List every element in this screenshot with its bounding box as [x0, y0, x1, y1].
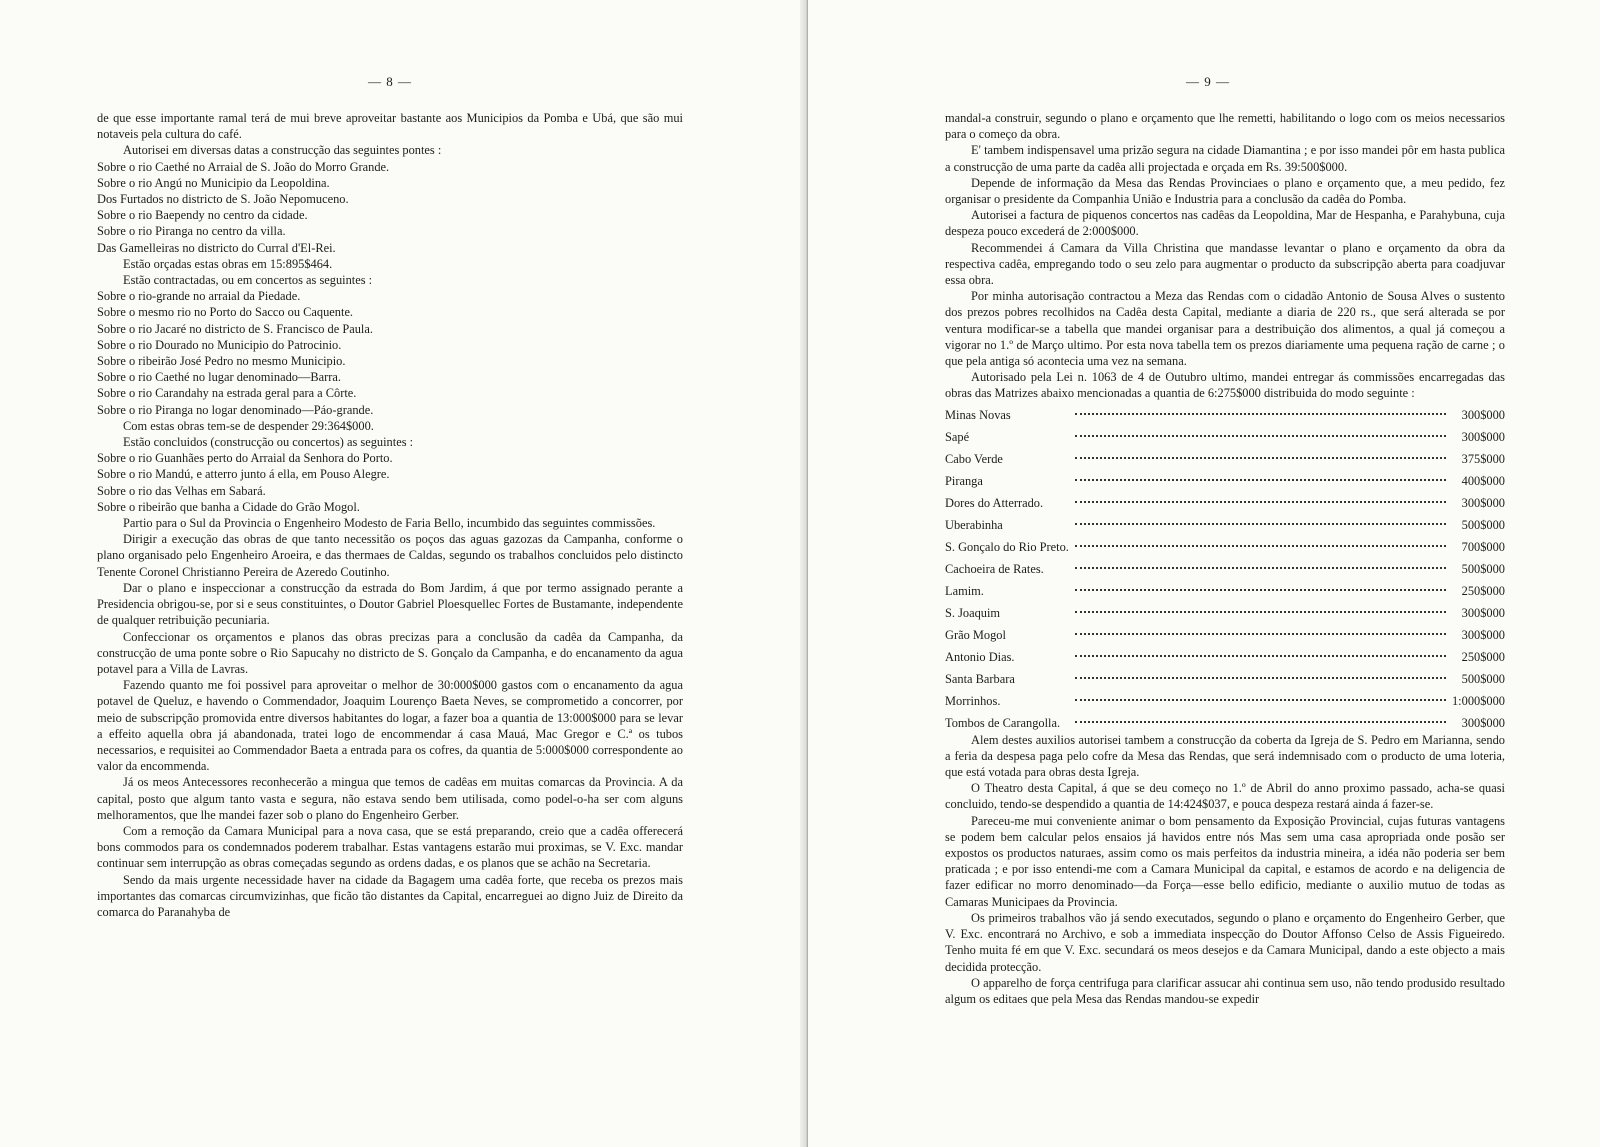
subsidy-parish: Piranga — [945, 474, 983, 489]
paragraph: Sobre o rio das Velhas em Sabará. — [97, 483, 266, 498]
subsidy-amount: 700$000 — [1461, 540, 1505, 555]
subsidy-parish: Tombos de Carangolla. — [945, 716, 1061, 731]
subsidy-amount: 250$000 — [1461, 650, 1505, 665]
paragraph: Sobre o rio Caethé no lugar denominado—Barra. — [97, 370, 341, 385]
subsidy-amount: 400$000 — [1461, 474, 1505, 489]
paragraph: Estão concluidos (construcção ou concertos) as seguintes : — [123, 435, 414, 450]
right-top-paragraphs — [945, 110, 1505, 402]
subsidy-amount: 500$000 — [1461, 518, 1505, 533]
subsidy-row — [945, 710, 1505, 732]
subsidy-amount: 250$000 — [1461, 584, 1505, 599]
subsidy-amount: 300$000 — [1461, 628, 1505, 643]
paragraph: Autorisado pela Lei n. 1063 de 4 de Outubro ultimo, mandei entregar ás commissões encarregadas das obras das Matrizes abaixo mencionadas a quantia de 6:275$000 distribuida do modo seguinte : — [945, 370, 1505, 401]
subsidy-amount: 500$000 — [1461, 562, 1505, 577]
paragraph: Com estas obras tem-se de despender 29:364$000. — [123, 418, 374, 433]
right-bottom-paragraphs — [945, 732, 1505, 1007]
subsidy-parish: Morrinhos. — [945, 694, 1001, 709]
paragraph: Pareceu-me mui conveniente animar o bom pensamento da Exposição Provincial, cujas futuras vantagens se podem bem calcular pelos ensaios já havidos entre nós Mas sem uma casa apropriada onde posão ser expostos os productos naturaes, assim como os mais perfeitos da industria mineira, a idéa não poderia ser bem praticada ; e por isso entendi-me com a Camara Municipal da capital, e estamos de acordo e na deligencia de fazer edificar no morro denominado—da Força—esse bello edificio, mediante o auxilio mutuo de todas as Camaras Municipaes da Provincia. — [945, 813, 1505, 909]
subsidy-parish: S. Joaquim — [945, 606, 1001, 621]
paragraph: O apparelho de força centrifuga para clarificar assucar ahi continua sem uso, não tendo produsido resultado algum os editaes que pela Mesa das Rendas mandou-se expedir — [945, 975, 1505, 1006]
paragraph: Recommendei á Camara da Villa Christina que mandasse levantar o plano e orçamento da obra da respectiva cadêa, empregando todo o seu zelo para augmentar o producto da subscripção aberta para coadjuvar essa obra. — [945, 240, 1505, 288]
paragraph: Dar o plano e inspeccionar a construcção da estrada do Bom Jardim, á que por termo assignado perante a Presidencia obrigou-se, por si e seus constituintes, o Doutor Gabriel Ploesquellec Fortes de Bustamante, independente de qualquer retribuição pecuniaria. — [97, 580, 683, 628]
paragraph: Confeccionar os orçamentos e planos das obras precizas para a conclusão da cadêa da Campanha, da construcção de uma ponte sobre o Rio Sapucahy no districto de S. Gonçalo da Campanha, e do encanamento da agua potavel para a Villa de Lavras. — [97, 629, 683, 676]
paragraph: Sobre o mesmo rio no Porto do Sacco ou Caquente. — [97, 305, 354, 320]
subsidy-parish: Cachoeira de Rates. — [945, 562, 1044, 577]
subsidy-amount: 375$000 — [1461, 452, 1505, 467]
paragraph: Depende de informação da Mesa das Rendas Provinciaes o plano e orçamento que, a meu pedido, fez organisar o presidente da Companhia União e Industria para a conclusão da cadêa do Pomba. — [945, 175, 1505, 207]
paragraph: de que esse importante ramal terá de mui breve aproveitar bastante aos Municipios da Pomba e Ubá, que são mui notaveis pela cultura do café. — [97, 111, 683, 142]
subsidy-parish: Dores do Atterrado. — [945, 496, 1044, 511]
subsidy-parish: Minas Novas — [945, 408, 1011, 423]
paragraph: Os primeiros trabalhos vão já sendo executados, segundo o plano e orçamento do Engenheiro Gerber, que V. Exc. encontrará no Archivo, e sob a immediata inspecção do Doutor Affonso Celso de Assis Figueiredo. Tenho muita fé em que V. Exc. secundará os meos desejos e da Camara Municipal, dando a este objecto a mais decidida protecção. — [945, 910, 1505, 974]
paragraph: Autorisei em diversas datas a construcção das seguintes pontes : — [123, 143, 442, 158]
subsidy-table — [945, 402, 1505, 732]
paragraph: Das Gamelleiras no districto do Curral d'El-Rei. — [97, 240, 336, 255]
left-page-number: — 8 — — [368, 74, 412, 89]
paragraph: Sobre o rio Dourado no Municipio do Patrocinio. — [97, 337, 342, 352]
right-page — [808, 0, 1600, 1147]
subsidy-amount: 1:000$000 — [1451, 694, 1505, 709]
subsidy-parish: Sapé — [945, 430, 970, 445]
paragraph: E' tambem indispensavel uma prizão segura na cidade Diamantina ; e por isso mandei pôr em hasta publica a construcção de uma parte da cadêa alli projectada e orçada em Rs. 39:500$000. — [945, 143, 1505, 174]
paragraph: Sendo da mais urgente necessidade haver na cidade da Bagagem uma cadêa forte, que receba os prezos mais importantes das comarcas circumvizinhas, que ficão tão distantes da Capital, encarreguei ao digno Juiz de Direito da comarca do Paranahyba de — [97, 872, 683, 919]
paragraph: Sobre o rio Mandú, e atterro junto á ella, em Pouso Alegre. — [97, 467, 390, 482]
paragraph: Já os meos Antecessores reconhecerão a mingua que temos de cadêas em muitas comarcas da Provincia. A da capital, posto que algum tanto vasta e segura, não estava sendo bem utilisada, como podel-o-ha ser com alguns melhoramentos, que lhe mandei fazer sob o plano do Engenheiro Gerber. — [97, 775, 683, 822]
paragraph: Sobre o rio-grande no arraial da Piedade. — [97, 289, 301, 304]
left-page-text — [97, 110, 683, 920]
paragraph: Sobre o rio Jacaré no districto de S. Francisco de Paula. — [97, 321, 373, 336]
paragraph: Sobre o ribeirão que banha a Cidade do Grão Mogol. — [97, 499, 360, 514]
paragraph: Estão orçadas estas obras em 15:895$464. — [123, 256, 333, 271]
paragraph: mandal-a construir, segundo o plano e orçamento que lhe remetti, habilitando o logo com os meios necessarios para o começo da obra. — [945, 111, 1505, 142]
paragraph: Sobre o rio Guanhães perto do Arraial da Senhora do Porto. — [97, 451, 393, 466]
paragraph: Partio para o Sul da Provincia o Engenheiro Modesto de Faria Bello, incumbido das seguintes commissões. — [123, 516, 656, 531]
right-page-number: — 9 — — [1186, 74, 1230, 89]
paragraph: Sobre o rio Baependy no centro da cidade. — [97, 208, 308, 223]
paragraph: Sobre o rio Piranga no centro da villa. — [97, 224, 286, 239]
subsidy-amount: 300$000 — [1461, 408, 1505, 423]
subsidy-amount: 300$000 — [1461, 430, 1505, 445]
subsidy-amount: 300$000 — [1461, 606, 1505, 621]
subsidy-amount: 500$000 — [1461, 672, 1505, 687]
paragraph: Sobre o rio Carandahy na estrada geral para a Côrte. — [97, 386, 357, 401]
subsidy-parish: Uberabinha — [945, 518, 1003, 533]
paragraph: Sobre o rio Caethé no Arraial de S. João do Morro Grande. — [97, 159, 390, 174]
paragraph: Sobre o ribeirão José Pedro no mesmo Municipio. — [97, 354, 346, 369]
subsidy-parish: Cabo Verde — [945, 452, 1003, 467]
paragraph: O Theatro desta Capital, á que se deu começo no 1.º de Abril do anno proximo passado, acha-se quasi concluido, tendo-se despendido a quantia de 14:424$037, e pouca despeza restará ainda á fazer-se. — [945, 781, 1505, 812]
subsidy-amount: 300$000 — [1461, 496, 1505, 511]
dot-leader — [1069, 710, 1452, 732]
subsidy-amount: 300$000 — [1461, 716, 1505, 731]
paragraph: Sobre o rio Angú no Municipio da Leopoldina. — [97, 175, 330, 190]
subsidy-parish: Grão Mogol — [945, 628, 1006, 643]
paragraph: Sobre o rio Piranga no logar denominado—Páo-grande. — [97, 402, 374, 417]
paragraph: Por minha autorisação contractou a Meza das Rendas com o cidadão Antonio de Sousa Alves o sustento dos prezos pobres recolhidos na Cadêa desta Capital, mediante a diaria de 220 rs., que será alterada se por ventura modificar-se a tabella que mandei organisar para a destribuição dos alimentos, a qual já começou a vigorar no 1.º de Março ultimo. Por esta nova tabella tem os prezos diariamente uma pequena ração de carne ; o que pela antiga só acontecia uma vez na semana. — [945, 289, 1505, 369]
subsidy-parish: Antonio Dias. — [945, 650, 1015, 665]
paragraph: Dirigir a execução das obras de que tanto necessitão os poços das aguas gazozas da Campanha, conforme o plano organisado pelo Engenheiro Aroeira, e das thermaes de Caldas, segundo os trabalhos concluidos pelo distincto Tenente Coronel Christianno Pereira de Azeredo Coutinho. — [97, 532, 683, 579]
right-page-text — [945, 110, 1505, 1007]
subsidy-parish: Lamim. — [945, 584, 984, 599]
subsidy-parish: S. Gonçalo do Rio Preto. — [945, 540, 1069, 555]
paragraph: Com a remoção da Camara Municipal para a nova casa, que se está preparando, creio que a cadêa offerecerá bons commodos para os condemnados poderem trabalhar. Estas vantagens estarão mui proximas, se V. Exc. mandar continuar sem interrupção as obras começadas segundo as ordens dadas, e os planos que se achão na Secretaria. — [97, 823, 683, 871]
paragraph: Estão contractadas, ou em concertos as seguintes : — [123, 273, 373, 288]
paragraph: Alem destes auxilios autorisei tambem a construcção da coberta da Igreja de S. Pedro em Marianna, sendo a feria da despesa paga pelo cofre da Mesa das Rendas, que será indemnisado com o producto de uma loteria, que está votada para obras desta Igreja. — [945, 732, 1505, 780]
subsidy-parish: Santa Barbara — [945, 672, 1015, 687]
paragraph: Autorisei a factura de piquenos concertos nas cadêas da Leopoldina, Mar de Hespanha, e Parahybuna, cuja despeza pouco excederá de 2:000$000. — [945, 208, 1505, 239]
paragraph: Dos Furtados no districto de S. João Nepomuceno. — [97, 192, 349, 207]
paragraph: Fazendo quanto me foi possivel para aproveitar o melhor de 30:000$000 gastos com o encanamento da agua potavel de Queluz, e havendo o Commendador, Joaquim Lourenço Baeta Neves, se comprometido a concorrer, por meio de subscripção promovida entre diversos habitantes do logar, a fazer boa a quantia de 13:000$000 para se levar a effeito aquella obra já abandonada, tratei logo de encommendar á casa Mauá, Mac Gregor e C.ª os tubos necessarios, e requisitei ao Commendador Baeta a entrada para os cofres, da quantia de 5:000$000 correspondente ao valor da encommenda. — [97, 678, 683, 774]
